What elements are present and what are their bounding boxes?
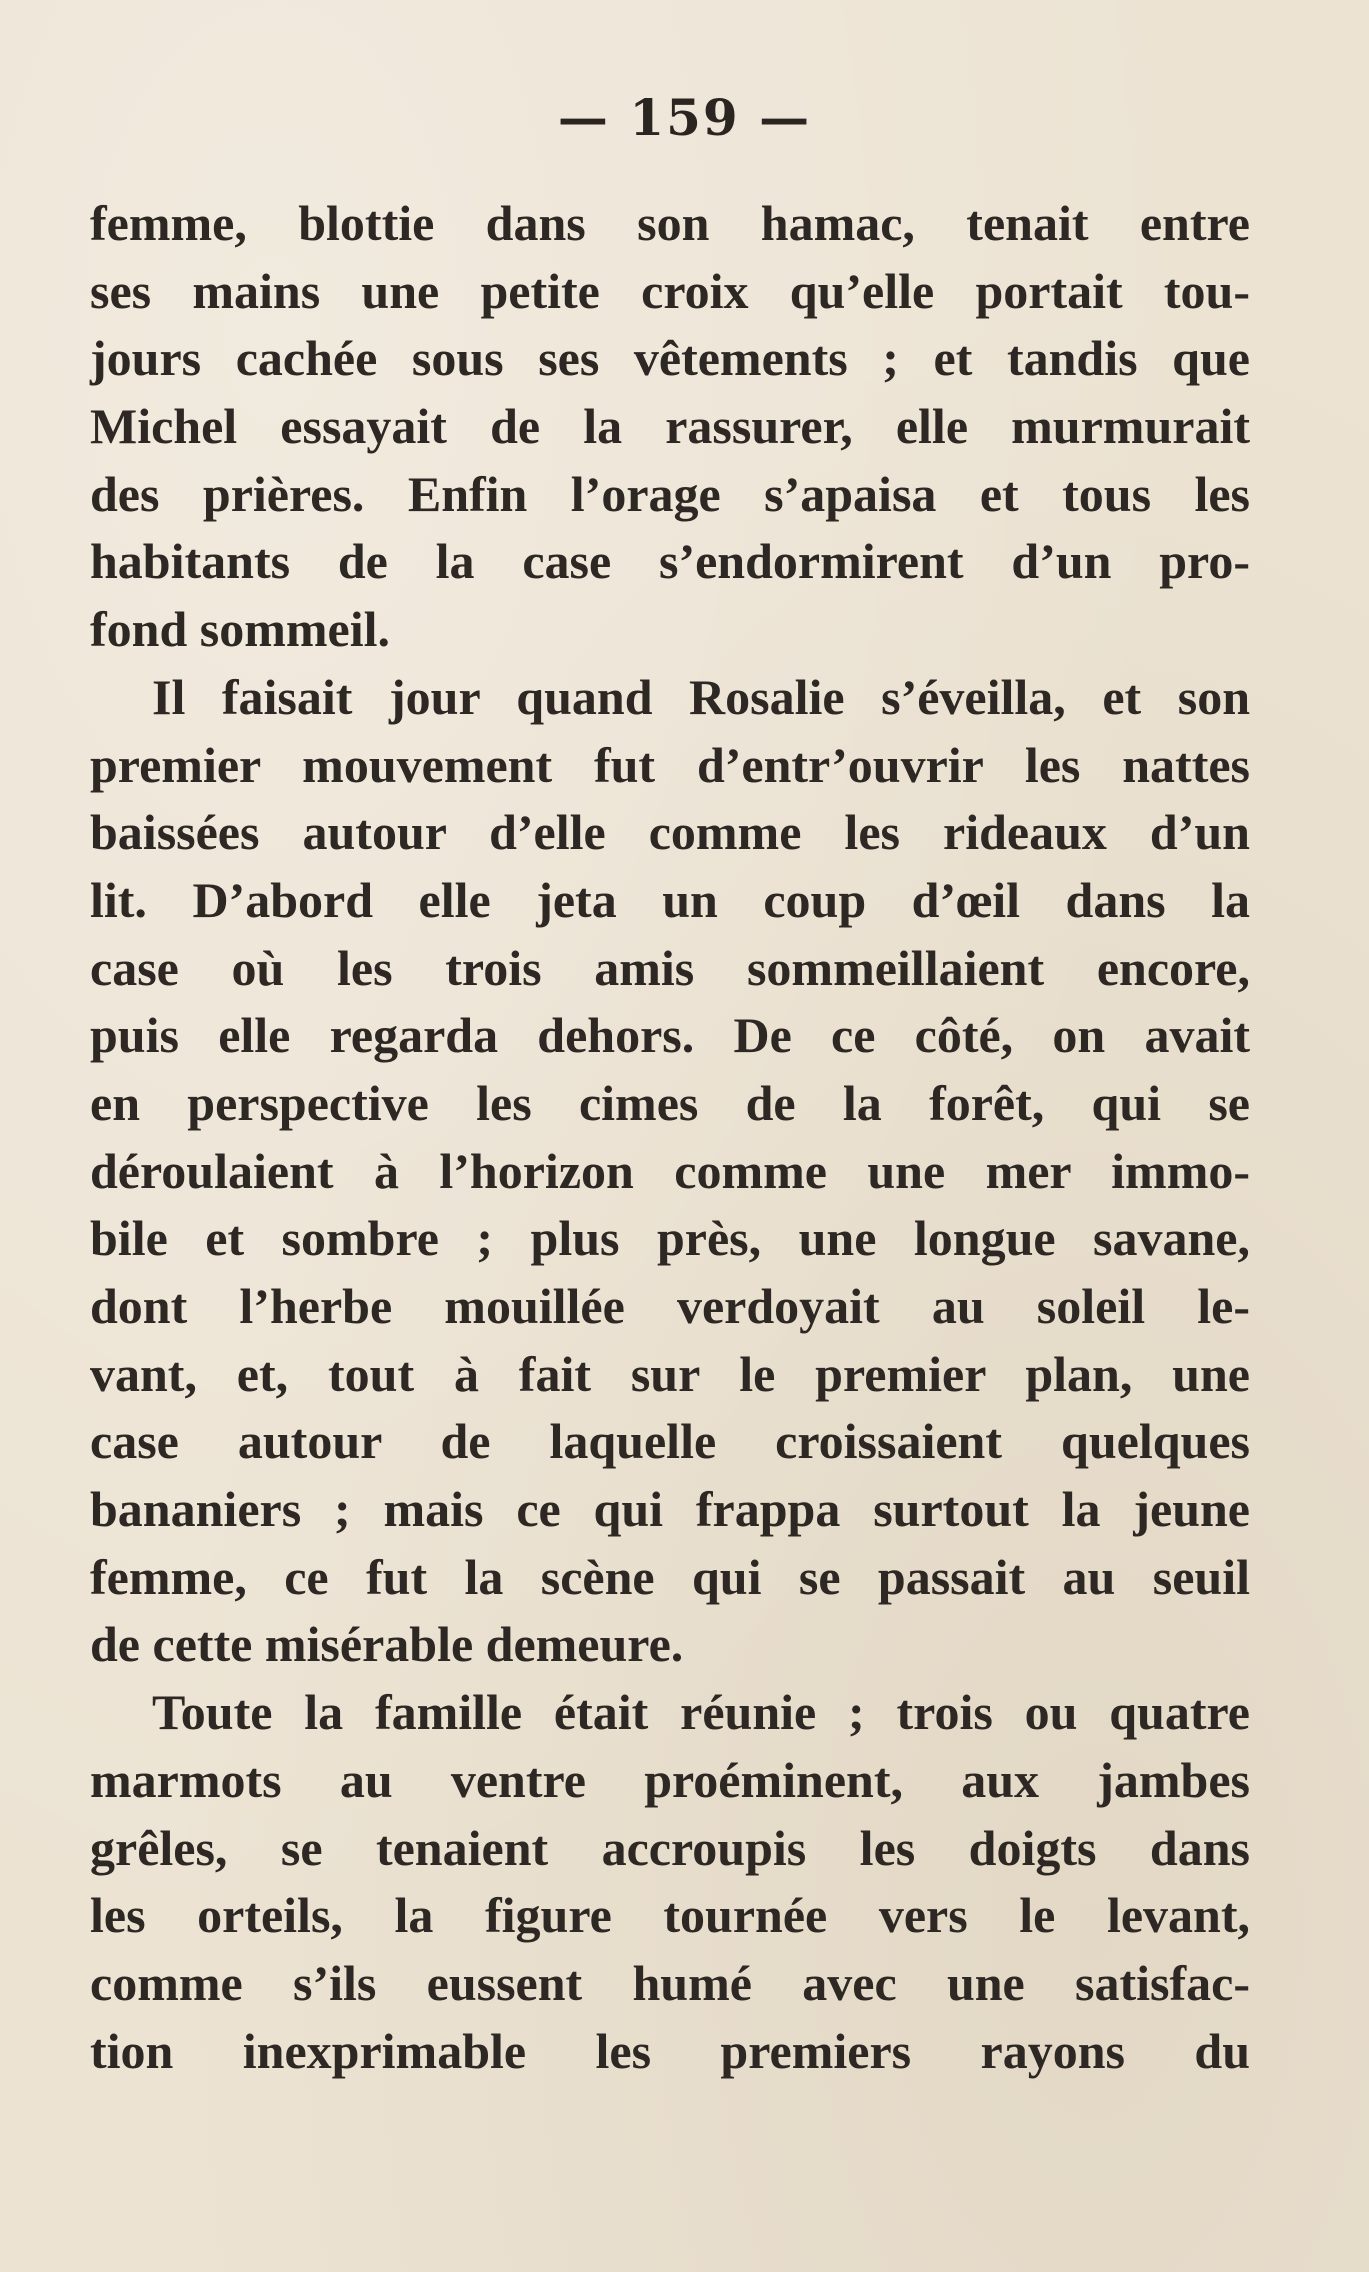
text-line: case autour de laquelle croissaient quelques bbox=[90, 1413, 1250, 1470]
text-line: marmots au ventre proéminent, aux jambes bbox=[90, 1751, 1250, 1808]
text-line: bananiers ; mais ce qui frappa surtout la jeune bbox=[90, 1481, 1250, 1538]
text-line: habitants de la case s’endormirent d’un pro- bbox=[90, 533, 1250, 590]
text-line: Michel essayait de la rassurer, elle murmurait bbox=[90, 398, 1250, 455]
text-line: en perspective les cimes de la forêt, qui se bbox=[90, 1074, 1250, 1131]
text-line: des prières. Enfin l’orage s’apaisa et tous les bbox=[90, 465, 1250, 522]
page-number: — 159 — bbox=[557, 88, 812, 147]
text-line: de cette misérable demeure. bbox=[90, 1616, 684, 1673]
text-line: case où les trois amis sommeillaient encore, bbox=[90, 939, 1250, 996]
text-line: déroulaient à l’horizon comme une mer immo- bbox=[90, 1142, 1250, 1199]
text-line: puis elle regarda dehors. De ce côté, on avait bbox=[90, 1007, 1250, 1064]
text-line: vant, et, tout à fait sur le premier plan, une bbox=[90, 1345, 1250, 1402]
text-line: lit. D’abord elle jeta un coup d’œil dans la bbox=[90, 871, 1250, 928]
text-line: grêles, se tenaient accroupis les doigts dans bbox=[90, 1819, 1250, 1876]
paragraph-start-line: Toute la famille était réunie ; trois ou quatre bbox=[152, 1684, 1250, 1741]
text-line: comme s’ils eussent humé avec une satisfac- bbox=[90, 1954, 1250, 2011]
text-line: ses mains une petite croix qu’elle portait tou- bbox=[90, 262, 1250, 319]
text-line: baissées autour d’elle comme les rideaux d’un bbox=[90, 804, 1250, 861]
text-line: dont l’herbe mouillée verdoyait au soleil le- bbox=[90, 1278, 1250, 1334]
text-line: femme, ce fut la scène qui se passait au seuil bbox=[90, 1548, 1250, 1605]
text-line: femme, blottie dans son hamac, tenait entre bbox=[90, 195, 1250, 251]
paragraph-start-line: Il faisait jour quand Rosalie s’éveilla, et son bbox=[152, 668, 1250, 725]
text-line: jours cachée sous ses vêtements ; et tandis que bbox=[90, 330, 1250, 387]
text-line: tion inexprimable les premiers rayons du bbox=[90, 2022, 1250, 2079]
body-text bbox=[90, 190, 1250, 2085]
text-line: les orteils, la figure tournée vers le levant, bbox=[90, 1887, 1250, 1944]
text-line: bile et sombre ; plus près, une longue savane, bbox=[90, 1210, 1250, 1267]
text-line: premier mouvement fut d’entr’ouvrir les nattes bbox=[90, 736, 1250, 793]
text-line: fond sommeil. bbox=[90, 601, 390, 658]
